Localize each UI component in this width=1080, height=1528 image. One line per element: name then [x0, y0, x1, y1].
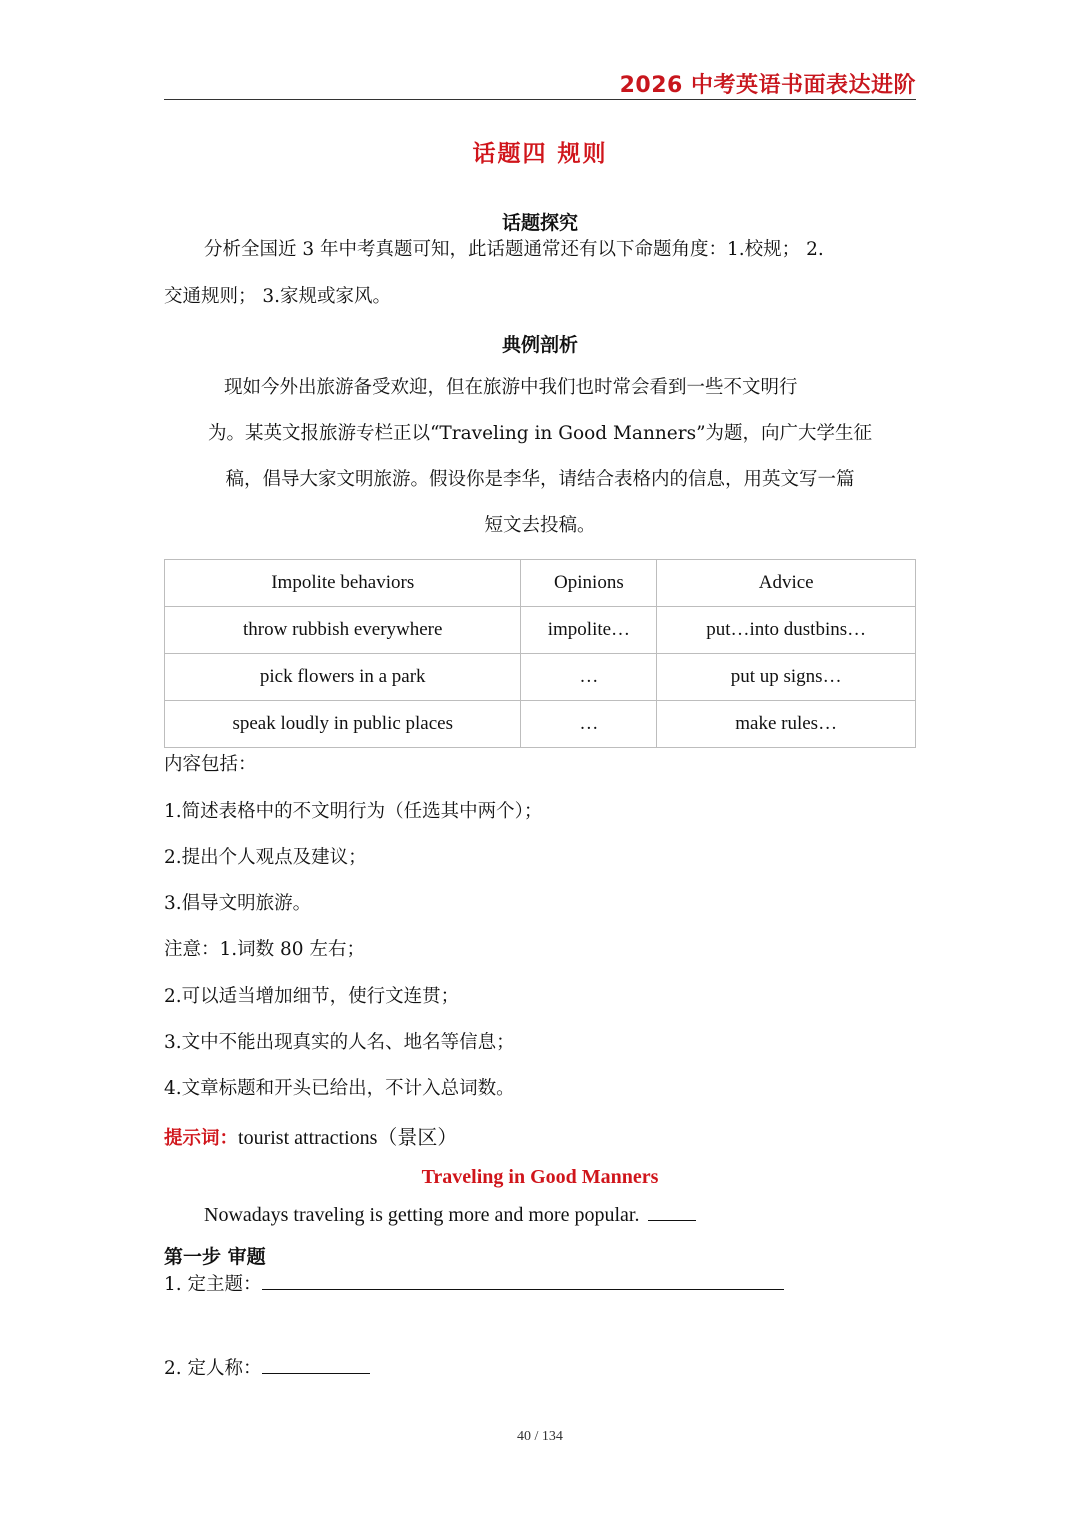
section-heading-explore: 话题探究	[501, 212, 578, 234]
content-item-1: 1.简述表格中的不文明行为（任选其中两个）；	[164, 801, 543, 822]
table-header-cell: Opinions	[521, 560, 657, 607]
prompt-line-2: 为。某英文报旅游专栏正以“Traveling in Good Manners”为题，向广大学生征	[207, 423, 873, 444]
prompt-line-1: 现如今外出旅游备受欢迎，但在旅游中我们也时常会看到一些不文明行	[224, 377, 798, 398]
step-question-1	[164, 1270, 784, 1296]
table-header-cell: Impolite behaviors	[165, 560, 521, 607]
table-row	[165, 607, 916, 654]
table-cell: speak loudly in public places	[165, 701, 521, 748]
section-heading-example: 典例剖析	[501, 334, 578, 356]
content-item-2: 2.提出个人观点及建议；	[164, 847, 367, 868]
topic-title: 话题四 规则	[472, 141, 608, 167]
hint-text: tourist attractions（景区）	[238, 1127, 458, 1149]
info-table	[164, 559, 916, 748]
table-header-cell: Advice	[657, 560, 916, 607]
table-cell: …	[521, 701, 657, 748]
note-item-4: 4.文章标题和开头已给出，不计入总词数。	[164, 1078, 515, 1099]
theme-answer-blank[interactable]	[262, 1273, 784, 1290]
step-question-2	[164, 1354, 370, 1380]
table-row	[165, 654, 916, 701]
question-label: 1. 定主题：	[164, 1274, 262, 1295]
explore-line-1: 分析全国近 3 年中考真题可知，此话题通常还有以下命题角度：1.校规； 2.	[204, 239, 824, 260]
table-cell: make rules…	[657, 701, 916, 748]
explore-line-2: 交通规则； 3.家规或家风。	[164, 286, 392, 307]
table-cell: impolite…	[521, 607, 657, 654]
note-item-2: 2.可以适当增加细节，使行文连贯；	[164, 986, 460, 1007]
hint-label: 提示词：	[164, 1128, 239, 1149]
table-header-row	[165, 560, 916, 607]
header-title: 2026 中考英语书面表达进阶	[619, 73, 916, 98]
person-answer-blank[interactable]	[262, 1357, 370, 1374]
table-cell: throw rubbish everywhere	[165, 607, 521, 654]
prompt-line-4: 短文去投稿。	[484, 515, 596, 536]
content-item-3: 3.倡导文明旅游。	[164, 893, 312, 914]
table-cell: …	[521, 654, 657, 701]
header-divider	[164, 99, 916, 100]
note-item-1: 注意：1.词数 80 左右；	[164, 939, 365, 960]
hint-line	[164, 1121, 457, 1150]
table-cell: put…into dustbins…	[657, 607, 916, 654]
table-cell: put up signs…	[657, 654, 916, 701]
prompt-line-3: 稿，倡导大家文明旅游。假设你是李华，请结合表格内的信息，用英文写一篇	[225, 469, 855, 490]
essay-opening: Nowadays traveling is getting more and more popular.	[204, 1204, 640, 1226]
essay-answer-blank[interactable]	[648, 1204, 696, 1221]
note-item-3: 3.文中不能出现真实的人名、地名等信息；	[164, 1032, 515, 1053]
table-cell: pick flowers in a park	[165, 654, 521, 701]
essay-title: Traveling in Good Manners	[421, 1166, 659, 1188]
question-label: 2. 定人称：	[164, 1358, 262, 1379]
step-heading: 第一步 审题	[164, 1246, 266, 1268]
table-row	[165, 701, 916, 748]
page-number: 40 / 134	[517, 1429, 563, 1444]
essay-opening-line	[204, 1204, 696, 1227]
content-label: 内容包括：	[164, 754, 257, 775]
